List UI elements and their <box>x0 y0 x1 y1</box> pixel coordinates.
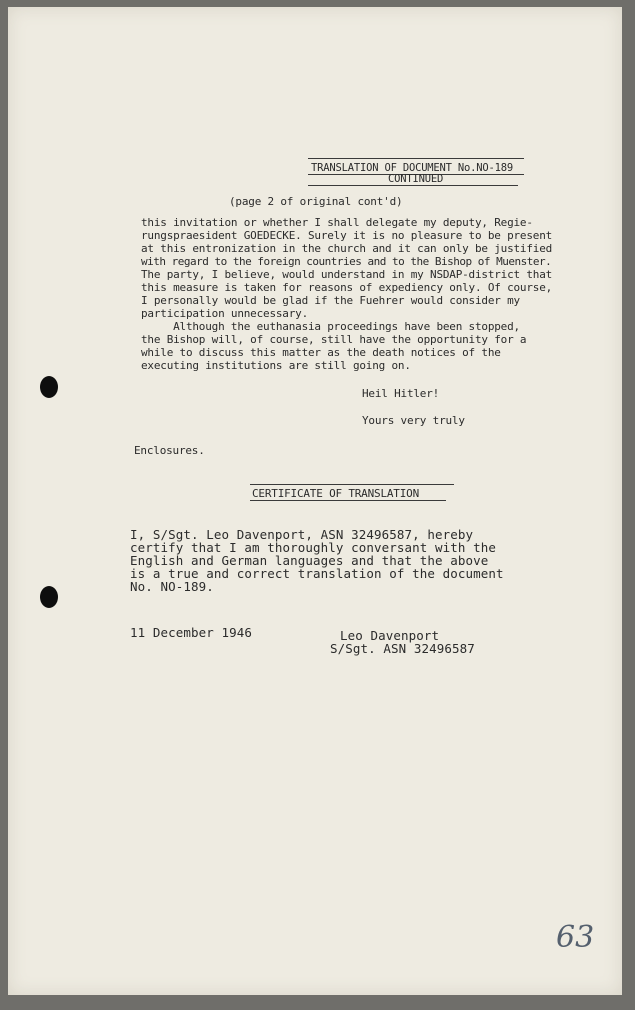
body-line: this invitation or whether I shall delegate my deputy, Regie- <box>141 216 533 229</box>
enclosures-label: Enclosures. <box>134 444 205 457</box>
body-line: Although the euthanasia proceedings have been stopped, <box>141 320 520 333</box>
title-rule-bottom <box>308 185 518 186</box>
document-page <box>8 7 622 995</box>
body-line: the Bishop will, of course, still have the opportunity for a <box>141 333 527 346</box>
certificate-rule-bottom <box>250 500 446 501</box>
certificate-line: I, S/Sgt. Leo Davenport, ASN 32496587, hereby <box>130 527 474 542</box>
title-rule-top <box>308 158 524 159</box>
signer-rank: S/Sgt. ASN 32496587 <box>330 641 475 656</box>
closing-valediction: Yours very truly <box>362 414 465 427</box>
certificate-line: English and German languages and that the above <box>130 553 489 568</box>
body-line: I personally would be glad if the Fuehrer would consider my <box>141 294 520 307</box>
body-line: rungspraesident GOEDECKE. Surely it is no pleasure to be present <box>141 229 553 242</box>
page-note: (page 2 of original cont'd) <box>229 195 403 208</box>
certificate-line: certify that I am thoroughly conversant with the <box>130 540 497 555</box>
body-line: with regard to the foreign countries and to the Bishop of Muenster. <box>141 255 552 268</box>
closing-salute: Heil Hitler! <box>362 387 440 400</box>
body-line: executing institutions are still going on. <box>141 359 411 372</box>
body-line: participation unnecessary. <box>141 307 308 320</box>
body-line: The party, I believe, would understand in my NSDAP-district that <box>141 268 553 281</box>
certificate-date: 11 December 1946 <box>130 625 253 640</box>
punch-hole-top <box>40 376 58 398</box>
handwritten-page-number: 63 <box>556 920 595 955</box>
certificate-rule-top <box>250 484 454 485</box>
certificate-line: No. NO-189. <box>130 579 214 594</box>
body-line: this measure is taken for reasons of expediency only. Of course, <box>141 281 553 294</box>
document-title: TRANSLATION OF DOCUMENT No.NO-189 <box>311 162 514 174</box>
body-line: at this entronization in the church and it can only be justified <box>141 242 553 255</box>
body-line: while to discuss this matter as the death notices of the <box>141 346 501 359</box>
punch-hole-bottom <box>40 586 58 608</box>
signer-name: Leo Davenport <box>340 628 440 643</box>
certificate-line: is a true and correct translation of the document <box>130 566 504 581</box>
document-subtitle: CONTINUED <box>388 173 444 185</box>
certificate-title: CERTIFICATE OF TRANSLATION <box>252 487 419 500</box>
